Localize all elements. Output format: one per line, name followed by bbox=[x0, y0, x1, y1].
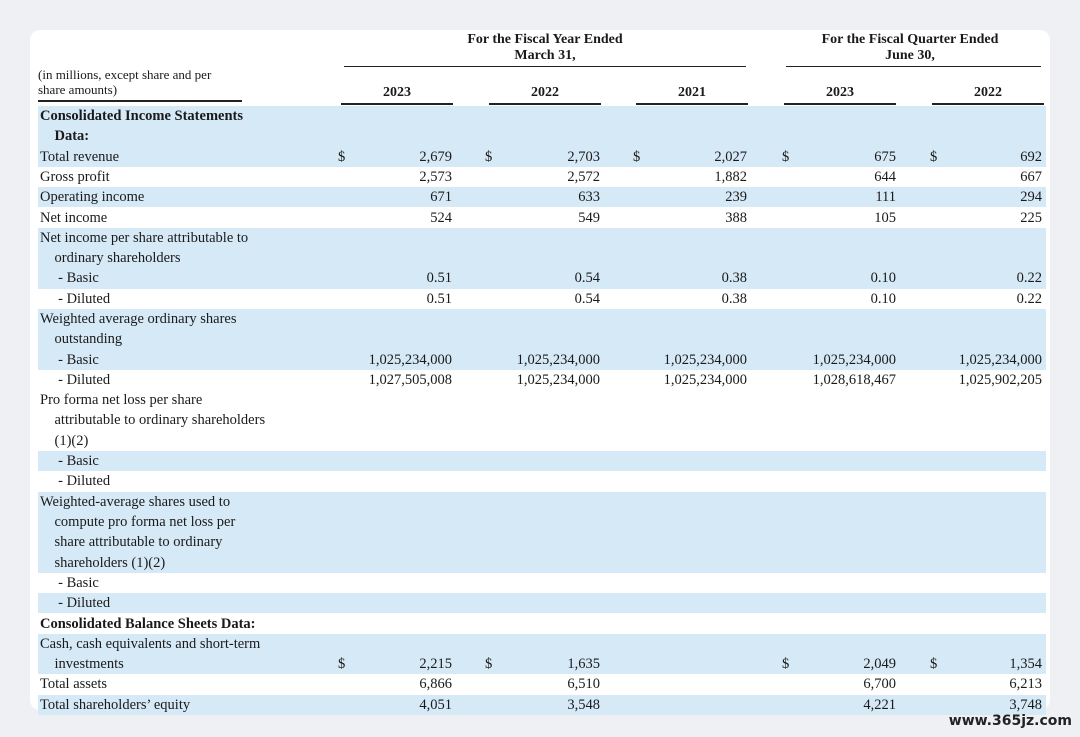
row-label: Net income bbox=[40, 209, 108, 226]
year-rule-2 bbox=[636, 103, 748, 105]
table-row bbox=[38, 573, 1046, 593]
cell-value: 0.54 bbox=[574, 270, 600, 287]
dollar-sign: $ bbox=[782, 148, 790, 165]
cell-value: 524 bbox=[430, 209, 452, 226]
table-row bbox=[38, 309, 1046, 350]
row-label: Total revenue bbox=[40, 148, 120, 165]
row-label: Pro forma net loss per share attributable to ordinary shareholders (1)(2) bbox=[40, 392, 266, 449]
units-rule bbox=[38, 100, 242, 102]
dollar-sign: $ bbox=[633, 148, 641, 165]
table-row bbox=[38, 350, 1046, 370]
fiscal-year-header: For the Fiscal Year Ended March 31, bbox=[467, 32, 623, 63]
cell-value: 388 bbox=[725, 209, 747, 226]
year-rule-3 bbox=[784, 103, 896, 105]
table-row bbox=[38, 390, 1046, 451]
table-row bbox=[38, 126, 1046, 146]
row-label: Total shareholders’ equity bbox=[40, 696, 191, 713]
cell-value: 1,025,234,000 bbox=[516, 371, 600, 388]
table-row bbox=[38, 451, 1046, 471]
row-label: - Basic bbox=[40, 351, 99, 368]
cell-value: 0.54 bbox=[574, 290, 600, 307]
row-label: - Basic bbox=[40, 574, 99, 591]
row-label: - Diluted bbox=[40, 595, 111, 612]
cell-value: 2,215 bbox=[419, 656, 452, 673]
row-label: - Basic bbox=[40, 270, 99, 287]
row-label: - Basic bbox=[40, 453, 99, 470]
cell-value: 0.10 bbox=[870, 270, 896, 287]
dollar-sign: $ bbox=[485, 148, 493, 165]
year-header-3: 2023 bbox=[826, 85, 854, 100]
cell-value: 671 bbox=[430, 189, 452, 206]
cell-value: 6,866 bbox=[419, 676, 452, 693]
cell-value: 1,025,234,000 bbox=[368, 351, 452, 368]
year-rule-4 bbox=[932, 103, 1044, 105]
cell-value: 1,027,505,008 bbox=[368, 371, 452, 388]
cell-value: 0.38 bbox=[721, 270, 747, 287]
year-header-1: 2022 bbox=[531, 85, 559, 100]
cell-value: 294 bbox=[1020, 189, 1042, 206]
cell-value: 1,635 bbox=[567, 656, 600, 673]
table-row bbox=[38, 167, 1046, 187]
cell-value: 111 bbox=[875, 189, 896, 206]
cell-value: 1,025,902,205 bbox=[958, 371, 1042, 388]
cell-value: 1,025,234,000 bbox=[663, 371, 747, 388]
cell-value: 6,700 bbox=[863, 676, 896, 693]
cell-value: 0.22 bbox=[1016, 290, 1042, 307]
dollar-sign: $ bbox=[485, 656, 493, 673]
cell-value: 1,882 bbox=[714, 168, 747, 185]
units-label: (in millions, except share and per share amounts) bbox=[38, 67, 212, 97]
table-row bbox=[38, 492, 1046, 573]
cell-value: 675 bbox=[874, 148, 896, 165]
row-label: Cash, cash equivalents and short-term investments bbox=[40, 635, 261, 673]
cell-value: 4,051 bbox=[419, 696, 452, 713]
financial-table-card bbox=[30, 30, 1050, 713]
cell-value: 2,679 bbox=[419, 148, 452, 165]
cell-value: 2,049 bbox=[863, 656, 896, 673]
cell-value: 1,028,618,467 bbox=[812, 371, 896, 388]
year-header-4: 2022 bbox=[974, 85, 1002, 100]
cell-value: 2,572 bbox=[567, 168, 600, 185]
fiscal-quarter-rule bbox=[786, 66, 1041, 67]
row-label: - Diluted bbox=[40, 473, 111, 490]
year-header-0: 2023 bbox=[383, 85, 411, 100]
table-row bbox=[38, 228, 1046, 269]
row-label: Weighted average ordinary shares outstanding bbox=[40, 311, 237, 348]
cell-value: 0.51 bbox=[426, 270, 452, 287]
cell-value: 1,025,234,000 bbox=[663, 351, 747, 368]
cell-value: 1,354 bbox=[1009, 656, 1042, 673]
table-row bbox=[38, 370, 1046, 390]
year-rule-1 bbox=[489, 103, 601, 105]
fiscal-quarter-header: For the Fiscal Quarter Ended June 30, bbox=[821, 32, 999, 63]
cell-value: 633 bbox=[578, 189, 600, 206]
dollar-sign: $ bbox=[782, 656, 790, 673]
cell-value: 644 bbox=[874, 168, 896, 185]
fiscal-year-rule bbox=[344, 66, 746, 67]
year-header-2: 2021 bbox=[678, 85, 706, 100]
table-row bbox=[38, 289, 1046, 309]
cell-value: 4,221 bbox=[863, 696, 896, 713]
cell-value: 6,213 bbox=[1009, 676, 1042, 693]
cell-value: 0.10 bbox=[870, 290, 896, 307]
cell-value: 239 bbox=[725, 189, 747, 206]
year-rule-0 bbox=[341, 103, 453, 105]
cell-value: 225 bbox=[1020, 209, 1042, 226]
table-row bbox=[38, 106, 1046, 126]
table-row bbox=[38, 147, 1046, 167]
row-label: - Diluted bbox=[40, 371, 111, 388]
row-label: Net income per share attributable to ordinary shareholders bbox=[40, 229, 249, 267]
cell-value: 1,025,234,000 bbox=[516, 351, 600, 368]
dollar-sign: $ bbox=[930, 656, 938, 673]
table-row bbox=[38, 614, 1046, 634]
cell-value: 3,748 bbox=[1009, 696, 1042, 713]
row-label: - Diluted bbox=[40, 290, 111, 307]
row-label: Consolidated Balance Sheets Data: bbox=[40, 615, 256, 632]
row-label: Consolidated Income Statements bbox=[40, 108, 243, 124]
row-label: Gross profit bbox=[40, 168, 110, 185]
cell-value: 0.38 bbox=[721, 290, 747, 307]
cell-value: 2,027 bbox=[714, 148, 747, 165]
cell-value: 3,548 bbox=[567, 696, 600, 713]
cell-value: 2,703 bbox=[567, 148, 600, 165]
cell-value: 692 bbox=[1020, 148, 1042, 165]
cell-value: 0.51 bbox=[426, 290, 452, 307]
dollar-sign: $ bbox=[930, 148, 938, 165]
table-row bbox=[38, 208, 1046, 228]
table-row bbox=[38, 695, 1046, 715]
cell-value: 2,573 bbox=[419, 168, 452, 185]
row-label: Operating income bbox=[40, 189, 145, 206]
row-label: Weighted-average shares used to compute pro forma net loss per share attributable to ordinary shareholders (1)(2) bbox=[40, 493, 236, 571]
cell-value: 1,025,234,000 bbox=[958, 351, 1042, 368]
cell-value: 105 bbox=[874, 209, 896, 226]
table-row bbox=[38, 634, 1046, 675]
dollar-sign: $ bbox=[338, 148, 346, 165]
table-row bbox=[38, 268, 1046, 288]
table-row bbox=[38, 593, 1046, 613]
row-label: Data: bbox=[40, 128, 90, 145]
cell-value: 667 bbox=[1020, 168, 1042, 185]
table-row bbox=[38, 471, 1046, 491]
table-row bbox=[38, 187, 1046, 207]
table-row bbox=[38, 674, 1046, 694]
cell-value: 6,510 bbox=[567, 676, 600, 693]
cell-value: 1,025,234,000 bbox=[812, 351, 896, 368]
cell-value: 549 bbox=[578, 209, 600, 226]
row-label: Total assets bbox=[40, 676, 108, 693]
site-watermark: www.365jz.com bbox=[948, 713, 1072, 729]
cell-value: 0.22 bbox=[1016, 270, 1042, 287]
dollar-sign: $ bbox=[338, 656, 346, 673]
